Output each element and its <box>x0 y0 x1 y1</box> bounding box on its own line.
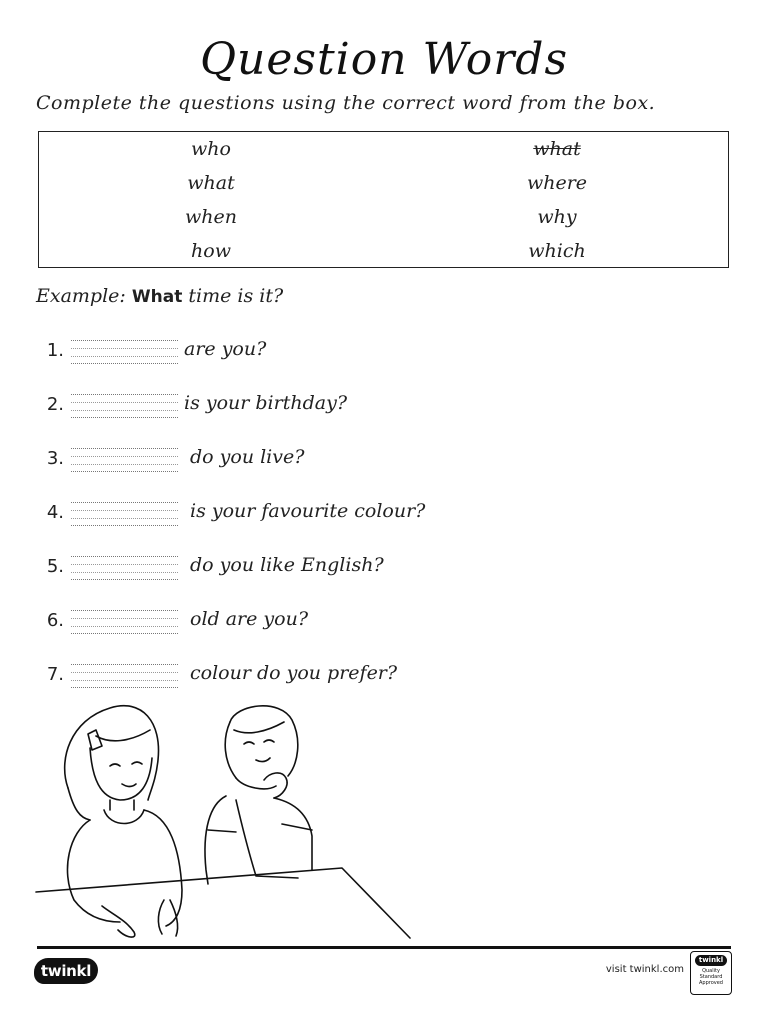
footer-divider <box>37 946 731 949</box>
word-box-item: who <box>191 138 231 160</box>
instruction-text: Complete the questions using the correct word from the box. <box>36 92 656 114</box>
question-row <box>0 500 768 530</box>
word-box-item: how <box>191 240 231 262</box>
question-text: do you live? <box>190 446 305 468</box>
answer-blank[interactable] <box>71 448 178 472</box>
answer-blank[interactable] <box>71 556 178 580</box>
question-row <box>0 608 768 638</box>
question-text: is your birthday? <box>184 392 348 414</box>
word-box <box>38 131 729 268</box>
word-box-item: when <box>185 206 237 228</box>
answer-blank[interactable] <box>71 394 178 418</box>
question-row <box>0 446 768 476</box>
question-row <box>0 554 768 584</box>
question-number: 7. <box>46 664 64 685</box>
question-row <box>0 662 768 692</box>
answer-blank[interactable] <box>71 502 178 526</box>
quality-badge <box>690 951 732 995</box>
word-box-item: where <box>526 172 588 194</box>
question-number: 3. <box>46 448 64 469</box>
word-box-item-struck: what <box>533 138 581 160</box>
question-row <box>0 338 768 368</box>
example-rest: time is it? <box>188 285 284 307</box>
question-number: 5. <box>46 556 64 577</box>
word-box-item: which <box>528 240 586 262</box>
example-sentence <box>36 285 283 307</box>
answer-blank[interactable] <box>71 340 178 364</box>
twinkl-logo[interactable]: twinkl <box>34 958 98 984</box>
question-text: old are you? <box>190 608 309 630</box>
example-answer: What <box>131 287 183 307</box>
badge-logo: twinkl <box>695 955 727 966</box>
badge-text: Quality Standard Approved <box>699 968 723 986</box>
question-text: colour do you prefer? <box>190 662 398 684</box>
word-box-item: why <box>537 206 577 228</box>
page-title: Question Words <box>199 34 569 85</box>
question-text: do you like English? <box>190 554 384 576</box>
visit-link[interactable]: visit twinkl.com <box>605 964 684 975</box>
question-number: 2. <box>46 394 64 415</box>
answer-blank[interactable] <box>71 610 178 634</box>
word-box-item: what <box>187 172 235 194</box>
example-label: Example: <box>36 285 126 307</box>
question-text: are you? <box>184 338 267 360</box>
question-text: is your favourite colour? <box>190 500 426 522</box>
children-illustration <box>30 700 430 945</box>
question-number: 4. <box>46 502 64 523</box>
question-number: 1. <box>46 340 64 361</box>
answer-blank[interactable] <box>71 664 178 688</box>
question-row <box>0 392 768 422</box>
question-number: 6. <box>46 610 64 631</box>
